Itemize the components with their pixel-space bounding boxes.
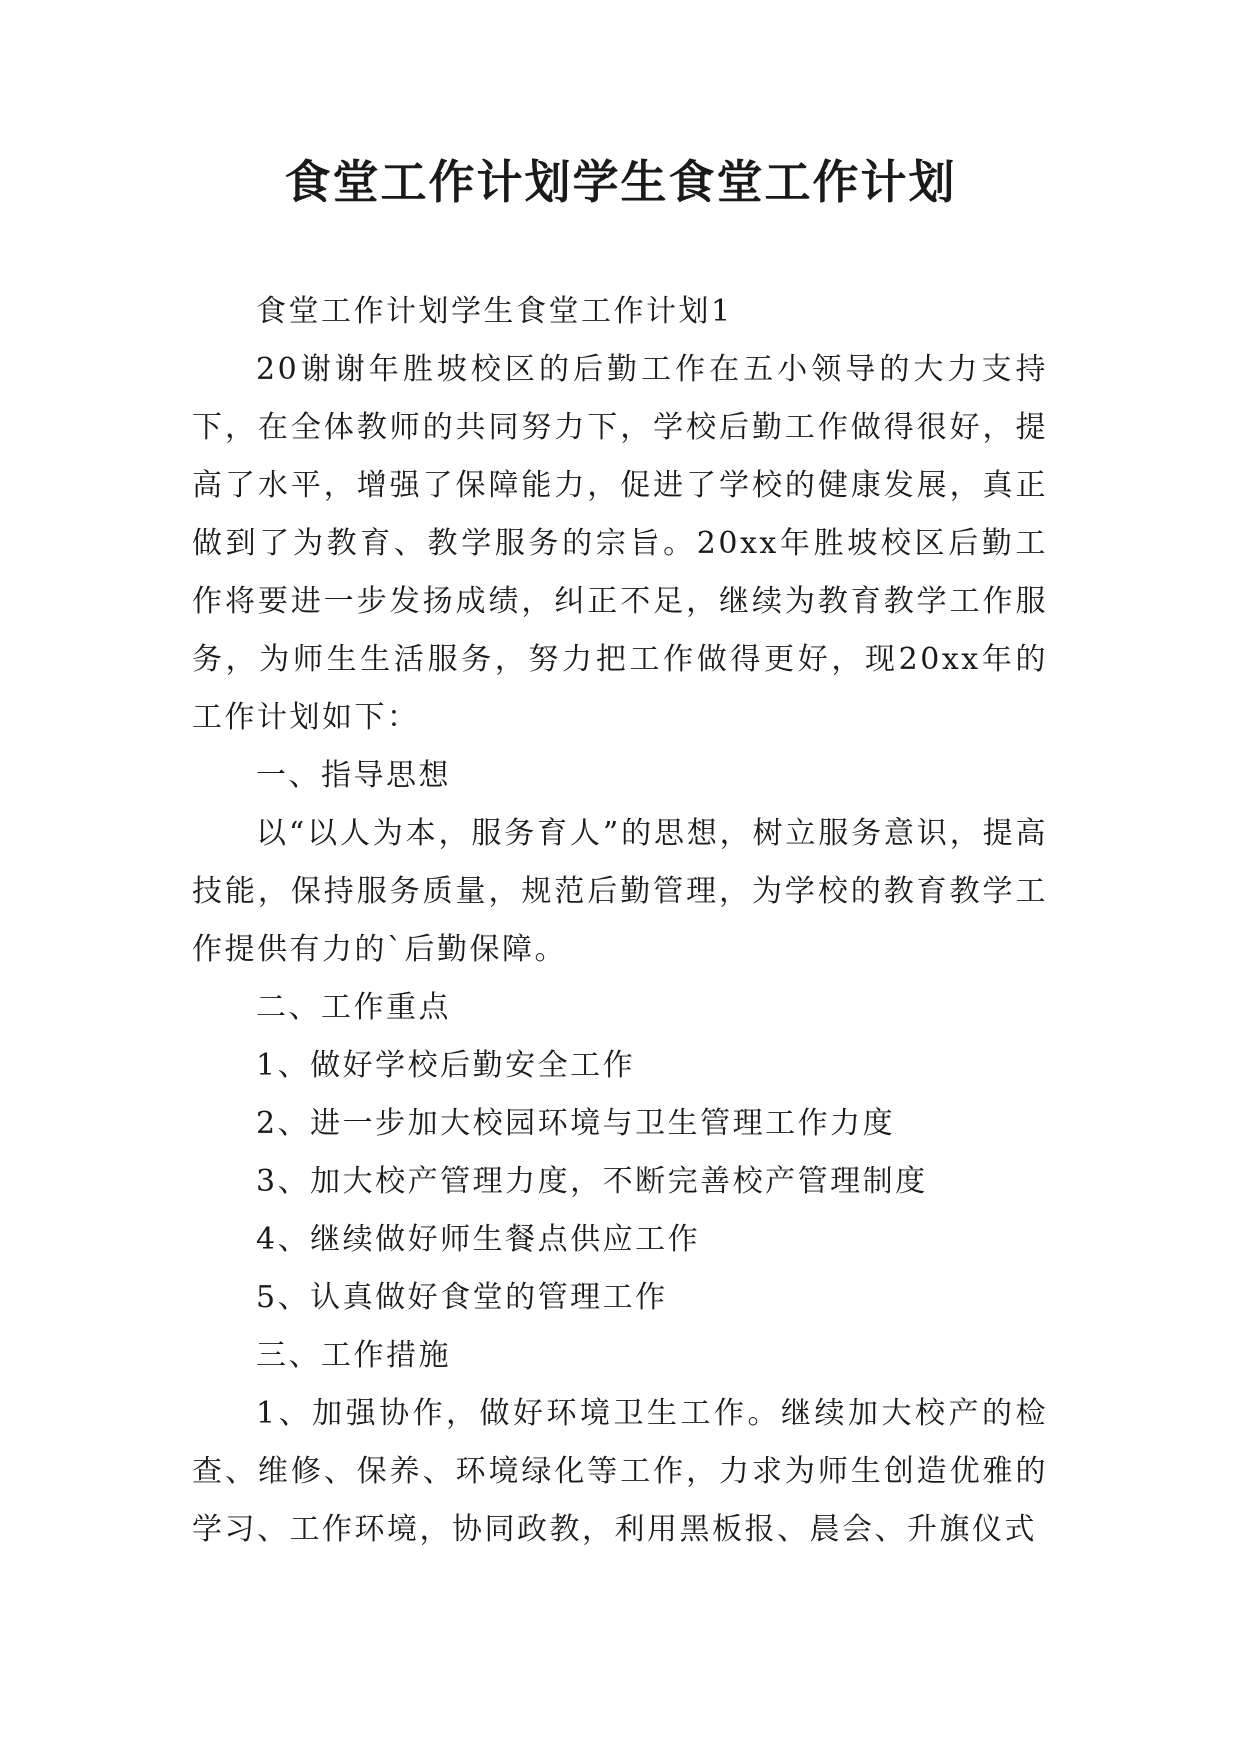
key-work-item: 2、进一步加大校园环境与卫生管理工作力度 [256, 1106, 896, 1141]
document-body [192, 283, 1048, 1559]
measures-paragraph: 1、加强协作，做好环境卫生工作。继续加大校产的检查、维修、保养、环境绿化等工作，力求为师生创造优雅的学习、工作环境，协同政教，利用黑板报、晨会、升旗仪式 [192, 1396, 1048, 1547]
section-heading-key-work: 二、工作重点 [256, 990, 451, 1025]
guiding-idea-paragraph: 以“以人为本，服务育人”的思想，树立服务意识，提高技能，保持服务质量，规范后勤管理，为学校的教育教学工作提供有力的`后勤保障。 [192, 816, 1048, 967]
key-work-item: 1、做好学校后勤安全工作 [256, 1048, 636, 1083]
document-title: 食堂工作计划学生食堂工作计划 [284, 155, 957, 209]
key-work-item: 4、继续做好师生餐点供应工作 [256, 1222, 701, 1257]
key-work-item: 5、认真做好食堂的管理工作 [256, 1280, 668, 1315]
intro-paragraph: 20谢谢年胜坡校区的后勤工作在五小领导的大力支持下，在全体教师的共同努力下，学校后勤工作做得很好，提高了水平，增强了保障能力，促进了学校的健康发展，真正做到了为教育、教学服务的宗旨。20xx年胜坡校区后勤工作将要进一步发扬成绩，纠正不足，继续为教育教学工作服务，为师生生活服务，努力把工作做得更好，现20xx年的工作计划如下： [192, 352, 1048, 735]
section-heading-guiding-idea: 一、指导思想 [256, 758, 451, 793]
section-heading-measures: 三、工作措施 [256, 1338, 451, 1373]
subtitle-paragraph: 食堂工作计划学生食堂工作计划1 [256, 294, 733, 329]
key-work-item: 3、加大校产管理力度，不断完善校产管理制度 [256, 1164, 928, 1199]
